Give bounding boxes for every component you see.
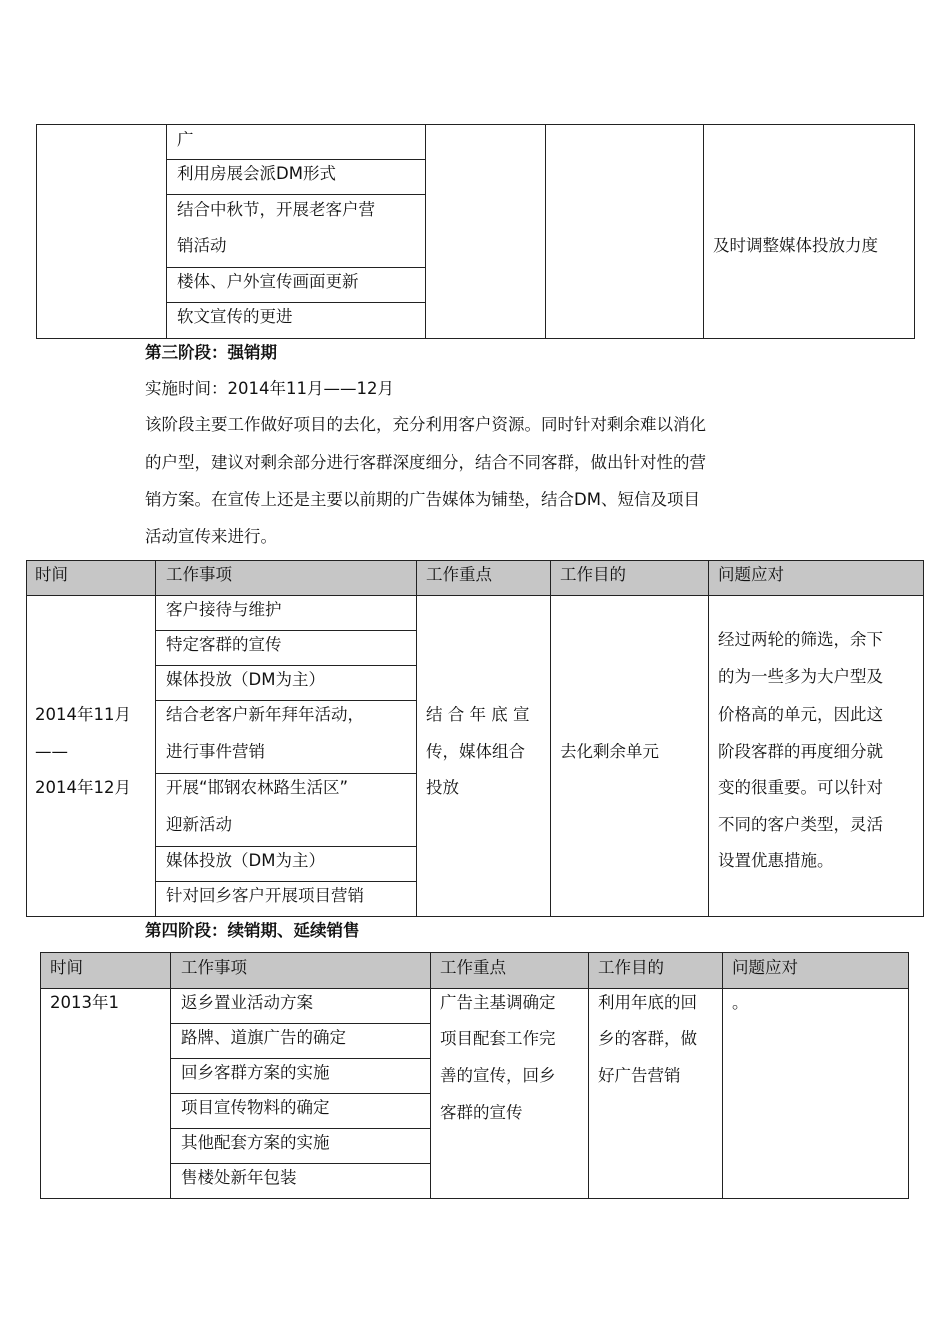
table3-focus-line: 广告主基调确定 — [440, 993, 556, 1012]
table2-focus-line: 投放 — [426, 778, 459, 797]
table1-divider — [545, 124, 546, 339]
table3-header-time: 时间 — [50, 958, 83, 977]
table2-goal: 去化剩余单元 — [560, 742, 659, 761]
table2-item: 迎新活动 — [166, 815, 232, 834]
table1-divider — [425, 124, 426, 339]
table2-focus-line: 结 合 年 底 宣 — [426, 705, 530, 724]
table2-focus-line: 传，媒体组合 — [426, 742, 525, 761]
table2-header-time: 时间 — [35, 565, 68, 584]
table3-goal-line: 利用年底的回 — [598, 993, 697, 1012]
table2-item: 进行事件营销 — [166, 742, 265, 761]
phase3-paragraph-line: 销方案。在宣传上还是主要以前期的广告媒体为铺垫，结合DM、短信及项目 — [145, 490, 700, 509]
table2-response-line: 变的很重要。可以针对 — [718, 778, 883, 797]
table1-divider — [166, 124, 167, 339]
table2-divider — [708, 560, 709, 917]
table3-header-items: 工作事项 — [181, 958, 247, 977]
table3-item: 项目宣传物料的确定 — [181, 1098, 330, 1117]
table3-item: 返乡置业活动方案 — [181, 993, 313, 1012]
table2-item: 媒体投放（DM为主） — [166, 670, 325, 689]
table3-focus-line: 客群的宣传 — [440, 1103, 523, 1122]
table2-divider — [416, 560, 417, 917]
table1-response: 及时调整媒体投放力度 — [713, 236, 878, 255]
table3-divider — [588, 952, 589, 1199]
phase3-paragraph-line: 的户型，建议对剩余部分进行客群深度细分，结合不同客群，做出针对性的营 — [145, 453, 706, 472]
table1-item: 利用房展会派DM形式 — [177, 164, 336, 183]
table2-response-line: 阶段客群的再度细分就 — [718, 742, 883, 761]
table3-header-focus: 工作重点 — [440, 958, 506, 977]
table1-item: 广 — [177, 130, 194, 149]
table2-divider — [155, 560, 156, 917]
table3-item: 其他配套方案的实施 — [181, 1133, 330, 1152]
table1-item: 销活动 — [177, 236, 227, 255]
table2-response-line: 经过两轮的筛选，余下 — [718, 630, 883, 649]
table2-header-items: 工作事项 — [166, 565, 232, 584]
table2-divider — [550, 560, 551, 917]
table1-item: 软文宣传的更进 — [177, 307, 293, 326]
table2-response-line: 设置优惠措施。 — [718, 851, 834, 870]
table3-divider — [722, 952, 723, 1199]
phase3-paragraph-line: 该阶段主要工作做好项目的去化，充分利用客户资源。同时针对剩余难以消化 — [145, 415, 706, 434]
table2-item: 媒体投放（DM为主） — [166, 851, 325, 870]
table2-time-line: 2014年11月 — [35, 705, 131, 724]
table3-focus-line: 善的宣传，回乡 — [440, 1066, 556, 1085]
table2-item: 针对回乡客户开展项目营销 — [166, 886, 364, 905]
table2-item: 开展“邯钢农林路生活区” — [166, 778, 349, 797]
table1-item: 结合中秋节，开展老客户营 — [177, 200, 375, 219]
table2-header-focus: 工作重点 — [426, 565, 492, 584]
table3-time: 2013年1 — [50, 993, 119, 1012]
table3-header-response: 问题应对 — [732, 958, 798, 977]
table2-header-goal: 工作目的 — [560, 565, 626, 584]
table1-item: 楼体、户外宣传画面更新 — [177, 272, 359, 291]
table3-response: 。 — [732, 993, 749, 1012]
table3-focus-line: 项目配套工作完 — [440, 1029, 556, 1048]
table3-item: 路牌、道旗广告的确定 — [181, 1028, 346, 1047]
table3-goal-line: 好广告营销 — [598, 1066, 681, 1085]
table2-item: 特定客群的宣传 — [166, 635, 282, 654]
table1-divider — [703, 124, 704, 339]
table2-item: 客户接待与维护 — [166, 600, 282, 619]
table3-item: 售楼处新年包装 — [181, 1168, 297, 1187]
phase4-title: 第四阶段：续销期、延续销售 — [145, 921, 360, 940]
table2-header-line — [26, 595, 924, 596]
table3-item: 回乡客群方案的实施 — [181, 1063, 330, 1082]
phase3-time: 实施时间：2014年11月——12月 — [145, 379, 394, 398]
table3-header-goal: 工作目的 — [598, 958, 664, 977]
table3-divider — [170, 952, 171, 1199]
table2-response-line: 不同的客户类型，灵活 — [718, 815, 883, 834]
phase3-paragraph-line: 活动宣传来进行。 — [145, 527, 277, 546]
table3-goal-line: 乡的客群，做 — [598, 1029, 697, 1048]
table2-item: 结合老客户新年拜年活动， — [166, 705, 364, 724]
table3-divider — [430, 952, 431, 1199]
table2-time-line: 2014年12月 — [35, 778, 131, 797]
table2-response-line: 价格高的单元，因此这 — [718, 705, 883, 724]
table2-time-line: —— — [35, 742, 68, 761]
table2-header-response: 问题应对 — [718, 565, 784, 584]
phase3-title: 第三阶段：强销期 — [145, 343, 277, 362]
table2-response-line: 的为一些多为大户型及 — [718, 667, 883, 686]
